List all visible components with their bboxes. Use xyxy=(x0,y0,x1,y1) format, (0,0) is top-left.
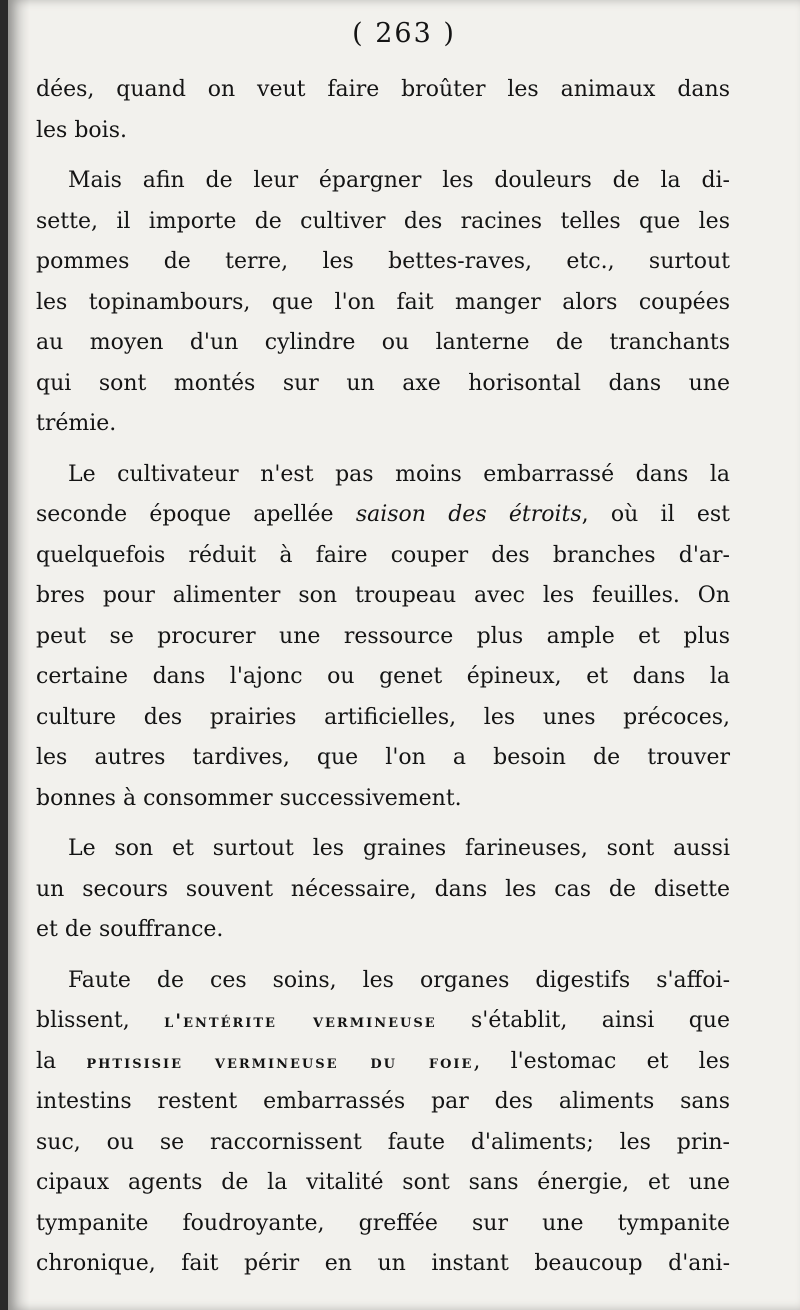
text-line: peut se procurer une ressource plus ample et plus xyxy=(36,623,730,649)
paragraph-son xyxy=(36,829,730,951)
paragraph-faute xyxy=(36,961,730,1285)
page-number: ( 263 ) xyxy=(352,18,456,49)
text-line: bres pour alimenter son troupeau avec les feuilles. On xyxy=(36,583,730,608)
text-line: suc, ou se raccornissent faute d'aliments; les prin- xyxy=(36,1129,730,1155)
text-line: intestins restent embarrassés par des aliments sans xyxy=(36,1089,730,1114)
text-line: Mais afin de leur épargner les douleurs de la di- xyxy=(68,168,730,193)
text-line: chronique, fait périr en un instant beaucoup d'ani- xyxy=(36,1251,730,1276)
text-line: Faute de ces soins, les organes digestifs s'affoi- xyxy=(68,967,730,993)
text-line: les autres tardives, que l'on a besoin de trouver xyxy=(36,745,730,770)
text-line: culture des prairies artificielles, les unes précoces, xyxy=(36,704,730,730)
body-text xyxy=(36,70,730,1285)
text-line: trémie. xyxy=(36,411,117,436)
text-line: quelquefois réduit à faire couper des branches d'ar- xyxy=(36,542,730,568)
text-line: cipaux agents de la vitalité sont sans énergie, et une xyxy=(36,1170,730,1195)
paragraph-continuation xyxy=(36,70,730,151)
text-line: pommes de terre, les bettes-raves, etc., surtout xyxy=(36,249,730,274)
text-segment: s'établit, ainsi que xyxy=(436,1008,730,1033)
smallcaps-term: l'entérite vermineuse xyxy=(164,1010,437,1032)
text-line: qui sont montés sur un axe horisontal dans une xyxy=(36,370,730,396)
text-line: les bois. xyxy=(36,117,127,143)
text-line: bonnes à consommer successivement. xyxy=(36,785,462,811)
paragraph-cultivateur xyxy=(36,455,730,820)
text-line: dées, quand on veut faire broûter les animaux dans xyxy=(36,77,730,102)
smallcaps-term: phtisisie vermineuse du foie xyxy=(86,1050,474,1073)
spine-shadow xyxy=(8,0,30,1310)
text-segment: blissent, xyxy=(36,1008,165,1033)
text-line-with-smallcaps xyxy=(36,1001,730,1042)
text-line: Le son et surtout les graines farineuses, sont aussi xyxy=(68,836,730,861)
text-segment: , l'estomac et les xyxy=(473,1048,730,1074)
text-line: un secours souvent nécessaire, dans les cas de disette xyxy=(36,876,730,902)
text-segment: la xyxy=(36,1048,87,1074)
text-line: certaine dans l'ajonc ou genet épineux, et dans la xyxy=(36,664,730,689)
text-line: les topinambours, que l'on fait manger alors coupées xyxy=(36,289,730,315)
text-line: sette, il importe de cultiver des racines telles que les xyxy=(36,208,730,234)
text-segment: , où il est xyxy=(581,502,730,527)
book-page xyxy=(8,0,800,1310)
text-line: Le cultivateur n'est pas moins embarrassé dans la xyxy=(68,461,730,487)
text-segment: seconde époque apellée xyxy=(36,502,356,527)
text-line: au moyen d'un cylindre ou lanterne de tranchants xyxy=(36,330,730,355)
text-line: tympanite foudroyante, greffée sur une tympanite xyxy=(36,1210,730,1236)
text-line-with-smallcaps xyxy=(36,1042,730,1083)
italic-term: saison des étroits xyxy=(355,502,582,527)
text-line-with-italic xyxy=(36,495,730,536)
text-line: et de souffrance. xyxy=(36,917,224,942)
paragraph-racines xyxy=(36,161,730,445)
